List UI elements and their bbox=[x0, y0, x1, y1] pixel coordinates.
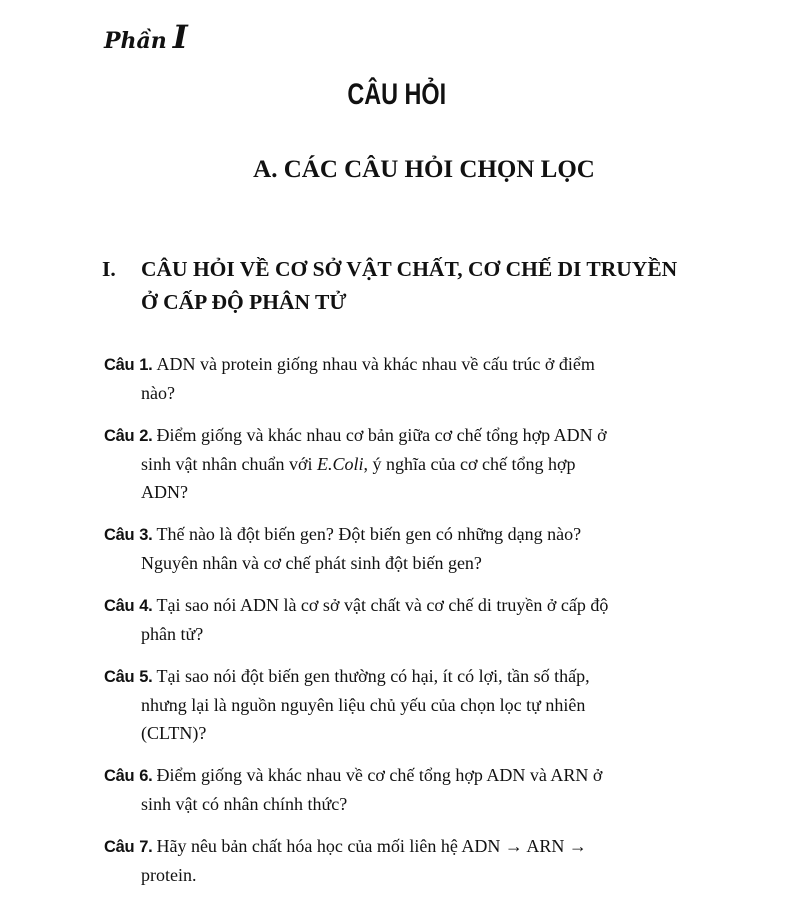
question-label-word: Câu bbox=[104, 838, 135, 856]
question-label bbox=[104, 767, 152, 785]
question-label-word: Câu bbox=[104, 668, 135, 686]
question-text-segment: sinh vật nhân chuẩn với bbox=[141, 454, 317, 474]
question-label bbox=[104, 838, 152, 856]
question-text-line: (CLTN)? bbox=[141, 723, 207, 743]
question-number: 2. bbox=[139, 427, 153, 445]
question-number: 7. bbox=[139, 838, 153, 856]
part-number: I bbox=[172, 18, 188, 56]
question-text-line: Nguyên nhân và cơ chế phát sinh đột biến gen? bbox=[141, 553, 482, 573]
section-title-line-1: CÂU HỎI VỀ CƠ SỞ VẬT CHẤT, CƠ CHẾ DI TRUYỀN bbox=[141, 257, 678, 281]
question-text-segment: , ý nghĩa của cơ chế tổng hợp bbox=[363, 454, 576, 474]
question-number: 3. bbox=[139, 526, 153, 544]
question-number: 6. bbox=[139, 767, 153, 785]
question-list bbox=[104, 350, 724, 903]
part-heading bbox=[104, 18, 188, 56]
question-text-line: Thế nào là đột biến gen? Đột biến gen có những dạng nào? bbox=[156, 524, 582, 544]
question-label bbox=[104, 668, 152, 686]
question-label bbox=[104, 526, 152, 544]
question-number: 1. bbox=[139, 356, 153, 374]
question-text-line: ADN và protein giống nhau và khác nhau về cấu trúc ở điểm bbox=[156, 354, 595, 374]
question-item bbox=[104, 761, 724, 818]
question-number: 4. bbox=[139, 597, 153, 615]
question-label-word: Câu bbox=[104, 427, 135, 445]
question-text-line: Điểm giống và khác nhau cơ bản giữa cơ chế tổng hợp ADN ở bbox=[156, 425, 607, 445]
question-label bbox=[104, 597, 152, 615]
question-text-line: ADN? bbox=[141, 482, 188, 502]
part-word: Phần bbox=[104, 28, 167, 54]
question-text-line: Điểm giống và khác nhau về cơ chế tổng hợp ADN và ARN ở bbox=[156, 765, 603, 785]
question-label-word: Câu bbox=[104, 526, 135, 544]
question-text-line: Tại sao nói ADN là cơ sở vật chất và cơ chế di truyền ở cấp độ bbox=[156, 595, 609, 615]
question-text-line: phân tử? bbox=[141, 624, 204, 644]
question-number: 5. bbox=[139, 668, 153, 686]
question-label bbox=[104, 427, 152, 445]
question-text-line: Tại sao nói đột biến gen thường có hại, ít có lợi, tần số thấp, bbox=[156, 666, 590, 686]
question-label-word: Câu bbox=[104, 767, 135, 785]
question-label-word: Câu bbox=[104, 597, 135, 615]
question-text-line: nào? bbox=[141, 383, 175, 403]
question-item bbox=[104, 662, 724, 747]
page-subtitle: A. CÁC CÂU HỎI CHỌN LỌC bbox=[253, 156, 595, 183]
question-text-line: protein. bbox=[141, 865, 197, 885]
page-title: CÂU HỎI bbox=[347, 78, 447, 111]
section-roman-numeral: I. bbox=[102, 257, 116, 281]
question-text-line: Hãy nêu bản chất hóa học của mối liên hệ ADN → ARN → bbox=[156, 836, 587, 856]
question-item bbox=[104, 832, 724, 889]
question-item bbox=[104, 591, 724, 648]
question-text-line: sinh vật có nhân chính thức? bbox=[141, 794, 348, 814]
question-item bbox=[104, 350, 724, 407]
question-label bbox=[104, 356, 152, 374]
section-heading bbox=[100, 253, 740, 319]
question-text-line bbox=[104, 450, 724, 478]
section-title-line-2: Ở CẤP ĐỘ PHÂN TỬ bbox=[141, 290, 347, 314]
question-item bbox=[104, 421, 724, 506]
question-item bbox=[104, 520, 724, 577]
question-label-word: Câu bbox=[104, 356, 135, 374]
question-text-italic: E.Coli bbox=[316, 454, 364, 474]
question-text-line: nhưng lại là nguồn nguyên liệu chủ yếu của chọn lọc tự nhiên bbox=[141, 695, 586, 715]
